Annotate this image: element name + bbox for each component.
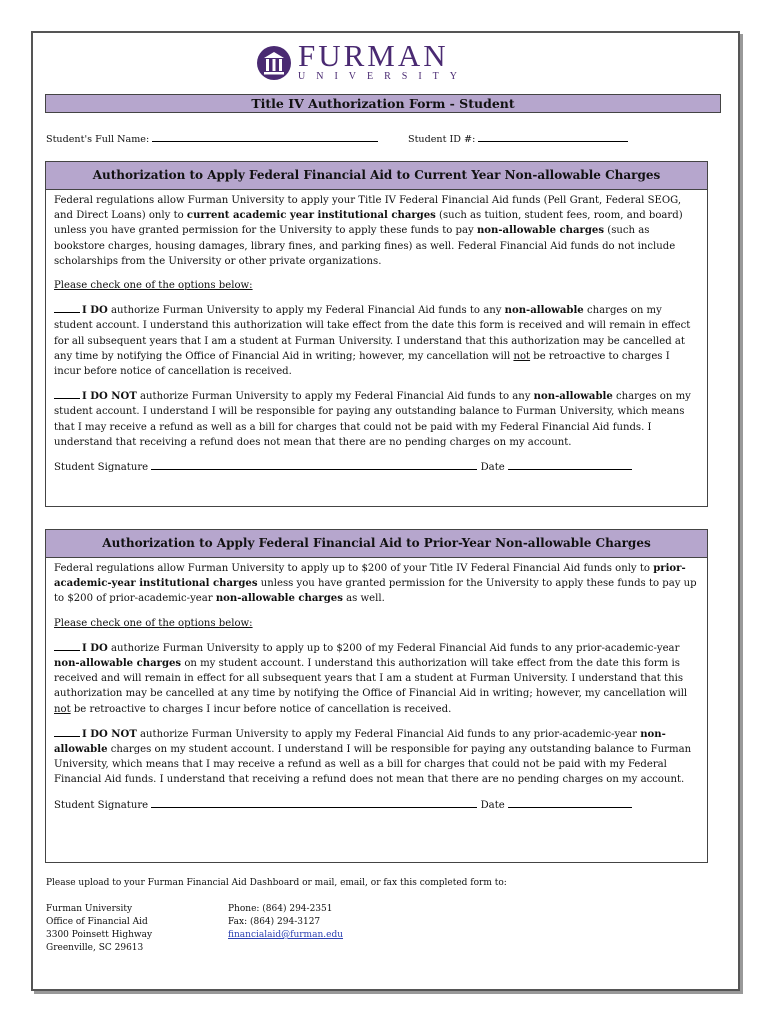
logo-wordmark: FURMAN <box>298 38 449 73</box>
logo-subtitle: UNIVERSITY <box>298 71 468 82</box>
date-label: Date <box>480 799 505 811</box>
form-title: Title IV Authorization Form - Student <box>45 94 721 113</box>
prior-year-do-checkbox[interactable] <box>54 640 80 651</box>
student-id-label: Student ID #: <box>408 134 476 145</box>
email-link[interactable]: financialaid@furman.edu <box>228 930 344 940</box>
current-year-heading: Authorization to Apply Federal Financial Aid to Current Year Non-allowable Charges <box>46 162 707 190</box>
signature-label: Student Signature <box>54 462 149 474</box>
address-line: Office of Financial Aid <box>46 917 148 927</box>
current-year-signature-line[interactable] <box>151 459 477 470</box>
prior-year-intro: Federal regulations allow Furman University to apply up to $200 of your Title IV Federal Financial Aid funds only to prior-academic-year institutional charges unless you have granted permission for the University to apply these funds to pay up to $200 of prior-academic-year non-allowable charges as well. <box>54 563 697 605</box>
prior-year-do-not-checkbox[interactable] <box>54 726 80 737</box>
phone-number: Phone: (864) 294-2351 <box>228 904 333 914</box>
contact-info <box>228 903 343 942</box>
prior-year-section <box>45 529 708 863</box>
prior-year-signature-line[interactable] <box>151 797 477 808</box>
current-year-section <box>45 161 708 507</box>
current-year-check-prompt: Please check one of the options below: <box>54 280 253 292</box>
prior-year-option-do-not: I DO NOT authorize Furman University to apply my Federal Financial Aid funds to any prior-academic-year non-allowable charges on my student account. I understand I will be responsible for paying any outstanding balance to Furman University, which means that I may receive a refund as well as a bill for charges that could not be paid with my Federal Financial Aid funds. I understand that receiving a refund does not mean that there are no pending charges on my account. <box>54 726 699 788</box>
submission-instructions: Please upload to your Furman Financial Aid Dashboard or mail, email, or fax this completed form to: <box>46 878 507 888</box>
current-year-date-line[interactable] <box>508 459 632 470</box>
address-line: 3300 Poinsett Highway <box>46 930 153 940</box>
prior-year-heading: Authorization to Apply Federal Financial Aid to Prior-Year Non-allowable Charges <box>46 530 707 558</box>
furman-seal-icon <box>256 45 292 81</box>
prior-year-date-line[interactable] <box>508 797 632 808</box>
current-year-signature-row <box>54 459 699 475</box>
address-line: Furman University <box>46 904 133 914</box>
current-year-option-do-not: I DO NOT authorize Furman University to apply my Federal Financial Aid funds to any non-allowable charges on my student account. I understand I will be responsible for paying any outstanding balance to Furman University, which means that I may receive a refund as well as a bill for charges that could not be paid with my Federal Financial Aid funds. I understand that receiving a refund does not mean that there are no pending charges on my account. <box>54 388 699 450</box>
prior-year-signature-row <box>54 797 699 813</box>
prior-year-check-prompt: Please check one of the options below: <box>54 617 253 629</box>
furman-logo <box>256 38 468 84</box>
student-name-field[interactable] <box>46 131 378 145</box>
student-id-line[interactable] <box>478 131 628 142</box>
date-label: Date <box>480 462 505 474</box>
prior-year-option-do: I DO authorize Furman University to apply up to $200 of my Federal Financial Aid funds to any prior-academic-year non-allowable charges on my student account. I understand this authorization will take effect from the date this form is received and will remain in effect for all subsequent years that I am a student at Furman University. I understand that this authorization may be cancelled at any time by notifying the Office of Financial Aid in writing; however, my cancellation will not be retroactive to charges I incur before notice of cancellation is received. <box>54 640 699 717</box>
student-id-field[interactable] <box>408 131 628 145</box>
current-year-intro: Federal regulations allow Furman University to apply your Title IV Federal Financial Aid funds (Pell Grant, Federal SEOG, and Direct Loans) only to current academic year institutional charges (such as tuition, student fees, room, and board) unless you have granted permission for the University to apply these funds to pay non-allowable charges (such as bookstore charges, housing damages, library fines, and parking fines) as well. Federal Financial Aid funds do not include scholarships from the University or other private organizations. <box>54 195 683 267</box>
signature-label: Student Signature <box>54 799 149 811</box>
current-year-do-checkbox[interactable] <box>54 302 80 313</box>
current-year-do-not-checkbox[interactable] <box>54 388 80 399</box>
student-name-label: Student's Full Name: <box>46 134 150 145</box>
fax-number: Fax: (864) 294-3127 <box>228 917 321 927</box>
mailing-address <box>46 903 152 955</box>
address-line: Greenville, SC 29613 <box>46 943 144 953</box>
current-year-option-do: I DO authorize Furman University to apply my Federal Financial Aid funds to any non-allowable charges on my student account. I understand this authorization will take effect from the date this form is received and will remain in effect for all subsequent years that I am a student at Furman University. I understand that this authorization may be cancelled at any time by notifying the Office of Financial Aid in writing; however, my cancellation will not be retroactive to charges I incur before notice of cancellation is received. <box>54 302 699 379</box>
student-name-line[interactable] <box>152 131 378 142</box>
